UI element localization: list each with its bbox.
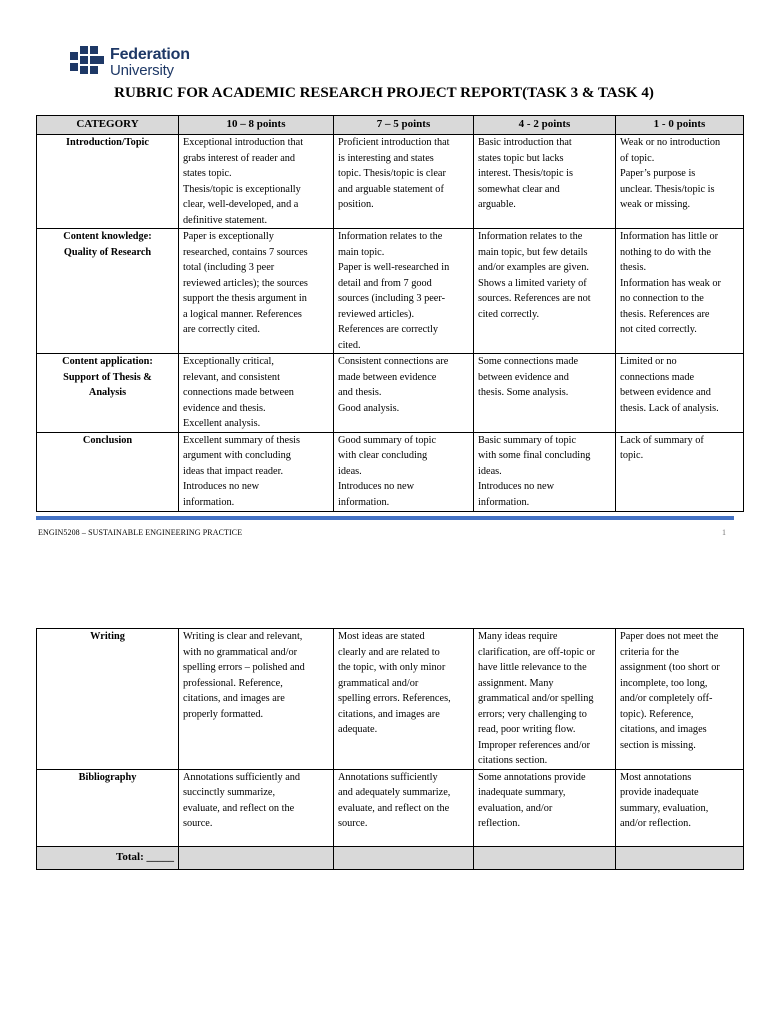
criteria-text: arguable. bbox=[478, 199, 516, 210]
rubric-row bbox=[37, 229, 744, 354]
category-label: Content knowledge: bbox=[63, 231, 152, 242]
criteria-text: Paper is well-researched in bbox=[338, 262, 450, 273]
header-row bbox=[37, 116, 744, 135]
criteria-cell bbox=[616, 769, 744, 846]
category-cell bbox=[37, 432, 179, 511]
criteria-text: and arguable statement of bbox=[338, 183, 444, 195]
criteria-text: cited. bbox=[338, 339, 361, 351]
criteria-cell bbox=[474, 229, 616, 354]
criteria-text: made between evidence bbox=[338, 371, 437, 383]
criteria-text: Information relates to the bbox=[478, 231, 583, 242]
criteria-text: information. bbox=[338, 496, 390, 508]
criteria-text: sources (including 3 peer- bbox=[338, 293, 446, 304]
criteria-cell bbox=[474, 354, 616, 433]
criteria-text: Introduces no new bbox=[478, 481, 555, 492]
category-cell bbox=[37, 135, 179, 229]
criteria-text: somewhat clear and bbox=[478, 183, 560, 195]
criteria-cell bbox=[616, 229, 744, 354]
criteria-text: unclear. Thesis/topic is bbox=[620, 183, 715, 195]
criteria-text: Thesis/topic is exceptionally bbox=[183, 183, 301, 195]
criteria-text: grammatical and/or spelling bbox=[478, 693, 594, 704]
criteria-text: errors; very challenging to bbox=[478, 708, 587, 720]
criteria-text: source. bbox=[338, 818, 368, 829]
category-label: Analysis bbox=[88, 387, 127, 398]
criteria-text: support the thesis argument in bbox=[183, 293, 307, 304]
criteria-text: grammatical and/or bbox=[338, 677, 419, 689]
criteria-text: and thesis. bbox=[338, 387, 382, 398]
criteria-text: Basic summary of topic bbox=[478, 434, 577, 446]
criteria-cell bbox=[474, 135, 616, 229]
criteria-text: Most annotations bbox=[620, 771, 692, 783]
criteria-text: nothing to do with the bbox=[620, 246, 711, 258]
criteria-text: properly formatted. bbox=[183, 708, 264, 720]
category-label: Writing bbox=[90, 631, 125, 642]
criteria-text: evaluate, and reflect on the bbox=[338, 802, 450, 814]
rubric-body bbox=[37, 135, 744, 512]
criteria-text: is interesting and states bbox=[338, 152, 434, 164]
criteria-text: main topic. bbox=[338, 246, 385, 258]
header-1-0: 1 - 0 points bbox=[616, 116, 744, 135]
criteria-cell bbox=[179, 135, 334, 229]
criteria-text: definitive statement. bbox=[183, 214, 268, 226]
criteria-text: position. bbox=[338, 199, 374, 210]
criteria-text: connections made between bbox=[183, 387, 294, 398]
criteria-text: Lack of summary of bbox=[620, 434, 704, 446]
criteria-text: and/or examples are given. bbox=[478, 262, 589, 273]
criteria-text: between evidence and bbox=[620, 387, 711, 398]
criteria-text: Introduces no new bbox=[338, 481, 415, 492]
criteria-cell bbox=[179, 229, 334, 354]
category-label: Support of Thesis & bbox=[63, 371, 152, 383]
criteria-text: states topic but lacks bbox=[478, 152, 564, 164]
criteria-text: adequate. bbox=[338, 724, 378, 735]
criteria-text: a logical manner. References bbox=[183, 308, 302, 320]
criteria-text: Annotations sufficiently and bbox=[183, 771, 301, 783]
criteria-text: ideas that impact reader. bbox=[183, 465, 284, 477]
category-label: Content application: bbox=[62, 356, 153, 367]
criteria-text: Most ideas are stated bbox=[338, 631, 425, 642]
footer-page-number: 1 bbox=[722, 528, 726, 537]
criteria-text: ideas. bbox=[478, 465, 502, 477]
rubric-table-continued bbox=[36, 628, 744, 870]
criteria-text: Exceptional introduction that bbox=[183, 137, 304, 148]
criteria-text: spelling errors – polished and bbox=[183, 662, 305, 673]
criteria-text: assignment. Many bbox=[478, 677, 554, 689]
criteria-text: main topic, but few details bbox=[478, 246, 588, 258]
rubric-row bbox=[37, 354, 744, 433]
criteria-text: cited correctly. bbox=[478, 308, 540, 320]
rubric-row bbox=[37, 135, 744, 229]
criteria-text: topic. Thesis/topic is clear bbox=[338, 168, 446, 179]
criteria-text: Good summary of topic bbox=[338, 434, 437, 446]
category-label: Quality of Research bbox=[63, 246, 152, 258]
criteria-cell bbox=[334, 432, 474, 511]
criteria-text: citations, and images are bbox=[338, 708, 440, 720]
criteria-text: inadequate summary, bbox=[478, 787, 566, 798]
logo-icon bbox=[70, 46, 106, 78]
criteria-cell bbox=[474, 769, 616, 846]
criteria-text: relevant, and consistent bbox=[183, 371, 280, 383]
total-label: Total: _____ bbox=[37, 846, 179, 869]
rubric-table bbox=[36, 115, 744, 512]
criteria-text: evaluation, and/or bbox=[478, 802, 553, 814]
criteria-text: information. bbox=[478, 496, 530, 508]
criteria-cell bbox=[179, 769, 334, 846]
logo-line-1: Federation bbox=[110, 45, 190, 63]
criteria-text: have little relevance to the bbox=[478, 662, 587, 673]
criteria-text: the topic, with only minor bbox=[338, 662, 446, 673]
criteria-text: grabs interest of reader and bbox=[183, 152, 296, 164]
criteria-text: thesis. Lack of analysis. bbox=[620, 402, 719, 414]
footer-divider bbox=[36, 516, 734, 520]
rubric-row bbox=[37, 629, 744, 770]
total-cell bbox=[179, 846, 334, 869]
criteria-text: and/or completely off- bbox=[620, 693, 713, 704]
university-logo bbox=[70, 46, 190, 78]
criteria-text: thesis. Some analysis. bbox=[478, 387, 569, 398]
criteria-text: states topic. bbox=[183, 168, 232, 179]
criteria-text: Paper is exceptionally bbox=[183, 231, 274, 242]
category-label: Conclusion bbox=[82, 434, 133, 446]
total-cell bbox=[474, 846, 616, 869]
criteria-cell bbox=[616, 135, 744, 229]
criteria-text: criteria for the bbox=[620, 646, 679, 658]
criteria-text: Information has little or bbox=[620, 231, 719, 242]
criteria-text: Consistent connections are bbox=[338, 356, 449, 367]
criteria-text: evidence and thesis. bbox=[183, 402, 266, 414]
header-10-8: 10 – 8 points bbox=[179, 116, 334, 135]
criteria-text: summary, evaluation, bbox=[620, 802, 709, 814]
criteria-text: thesis. bbox=[620, 262, 647, 273]
rubric-row bbox=[37, 769, 744, 846]
criteria-text: Exceptionally critical, bbox=[183, 356, 274, 367]
criteria-text: Excellent analysis. bbox=[183, 418, 261, 429]
criteria-text: no connection to the bbox=[620, 293, 704, 304]
criteria-cell bbox=[334, 629, 474, 770]
criteria-cell bbox=[616, 432, 744, 511]
header-category: CATEGORY bbox=[37, 116, 179, 135]
criteria-text: of topic. bbox=[620, 152, 655, 164]
category-label: Bibliography bbox=[78, 771, 137, 783]
criteria-text: Information has weak or bbox=[620, 277, 721, 289]
criteria-text: succinctly summarize, bbox=[183, 787, 276, 798]
criteria-text: source. bbox=[183, 818, 213, 829]
criteria-text: Some annotations provide bbox=[478, 771, 586, 783]
criteria-text: professional. Reference, bbox=[183, 677, 283, 689]
criteria-text: weak or missing. bbox=[620, 199, 691, 210]
criteria-text: clear, well-developed, and a bbox=[183, 199, 299, 210]
criteria-cell bbox=[179, 354, 334, 433]
criteria-cell bbox=[334, 354, 474, 433]
criteria-text: reviewed articles); the sources bbox=[183, 277, 308, 289]
category-label: Introduction/Topic bbox=[66, 137, 149, 148]
criteria-text: and/or reflection. bbox=[620, 818, 691, 829]
criteria-cell bbox=[474, 629, 616, 770]
criteria-text: Annotations sufficiently bbox=[338, 771, 438, 783]
criteria-cell bbox=[334, 135, 474, 229]
criteria-cell bbox=[616, 354, 744, 433]
criteria-text: Many ideas require bbox=[478, 631, 558, 642]
criteria-text: reviewed articles). bbox=[338, 308, 415, 320]
criteria-cell bbox=[334, 229, 474, 354]
rubric-body-continued bbox=[37, 629, 744, 847]
criteria-text: citations section. bbox=[478, 755, 548, 766]
footer-course: ENGIN5208 – SUSTAINABLE ENGINEERING PRACTICE bbox=[38, 528, 243, 537]
category-cell bbox=[37, 769, 179, 846]
criteria-text: Writing is clear and relevant, bbox=[183, 631, 303, 642]
category-cell bbox=[37, 354, 179, 433]
criteria-text: incomplete, too long, bbox=[620, 677, 708, 689]
criteria-cell bbox=[179, 629, 334, 770]
criteria-text: with clear concluding bbox=[338, 450, 428, 461]
criteria-text: Basic introduction that bbox=[478, 137, 572, 148]
criteria-cell bbox=[334, 769, 474, 846]
criteria-text: ideas. bbox=[338, 465, 362, 477]
criteria-text: total (including 3 peer bbox=[183, 262, 275, 273]
criteria-text: assignment (too short or bbox=[620, 662, 720, 673]
criteria-text: Good analysis. bbox=[338, 402, 400, 414]
criteria-text: between evidence and bbox=[478, 371, 569, 383]
total-row bbox=[37, 846, 744, 869]
criteria-text: researched, contains 7 sources bbox=[183, 246, 308, 258]
header-4-2: 4 - 2 points bbox=[474, 116, 616, 135]
criteria-text: thesis. References are bbox=[620, 308, 710, 320]
criteria-text: detail and from 7 good bbox=[338, 277, 432, 289]
criteria-text: information. bbox=[183, 496, 235, 508]
criteria-text: Excellent summary of thesis bbox=[183, 434, 300, 446]
criteria-text: citations, and images are bbox=[183, 693, 285, 704]
criteria-text: clearly and are related to bbox=[338, 646, 440, 658]
logo-line-2: University bbox=[110, 61, 174, 79]
criteria-text: with some final concluding bbox=[478, 450, 591, 461]
criteria-text: with no grammatical and/or bbox=[183, 646, 298, 658]
criteria-text: Proficient introduction that bbox=[338, 137, 450, 148]
criteria-text: interest. Thesis/topic is bbox=[478, 168, 574, 179]
criteria-text: sources. References are not bbox=[478, 293, 591, 304]
total-cell bbox=[616, 846, 744, 869]
criteria-text: and adequately summarize, bbox=[338, 787, 451, 798]
criteria-text: Paper does not meet the bbox=[620, 631, 719, 642]
criteria-cell bbox=[616, 629, 744, 770]
criteria-text: Introduces no new bbox=[183, 481, 260, 492]
header-7-5: 7 – 5 points bbox=[334, 116, 474, 135]
criteria-text: connections made bbox=[620, 371, 695, 383]
criteria-text: clarification, are off-topic or bbox=[478, 646, 596, 658]
criteria-text: reflection. bbox=[478, 818, 521, 829]
criteria-text: Limited or no bbox=[620, 356, 677, 367]
criteria-text: spelling errors. References, bbox=[338, 693, 451, 704]
total-cell bbox=[334, 846, 474, 869]
criteria-text: section is missing. bbox=[620, 739, 696, 751]
criteria-text: citations, and images bbox=[620, 724, 707, 735]
document-title: RUBRIC FOR ACADEMIC RESEARCH PROJECT REPORT(TASK 3 & TASK 4) bbox=[114, 85, 654, 101]
criteria-text: argument with concluding bbox=[183, 450, 291, 461]
criteria-text: Paper’s purpose is bbox=[620, 168, 696, 179]
category-cell bbox=[37, 629, 179, 770]
criteria-text: References are correctly bbox=[338, 324, 439, 335]
criteria-text: Weak or no introduction bbox=[620, 137, 721, 148]
criteria-text: evaluate, and reflect on the bbox=[183, 802, 295, 814]
criteria-text: Improper references and/or bbox=[478, 739, 591, 751]
criteria-cell bbox=[474, 432, 616, 511]
criteria-text: not cited correctly. bbox=[620, 324, 697, 335]
criteria-cell bbox=[179, 432, 334, 511]
category-cell bbox=[37, 229, 179, 354]
criteria-text: read, poor writing flow. bbox=[478, 724, 576, 735]
criteria-text: topic). Reference, bbox=[620, 708, 694, 720]
criteria-text: Some connections made bbox=[478, 356, 579, 367]
rubric-row bbox=[37, 432, 744, 511]
criteria-text: Shows a limited variety of bbox=[478, 277, 587, 289]
criteria-text: Information relates to the bbox=[338, 231, 443, 242]
criteria-text: are correctly cited. bbox=[183, 324, 260, 335]
criteria-text: provide inadequate bbox=[620, 787, 699, 798]
criteria-text: topic. bbox=[620, 450, 644, 461]
